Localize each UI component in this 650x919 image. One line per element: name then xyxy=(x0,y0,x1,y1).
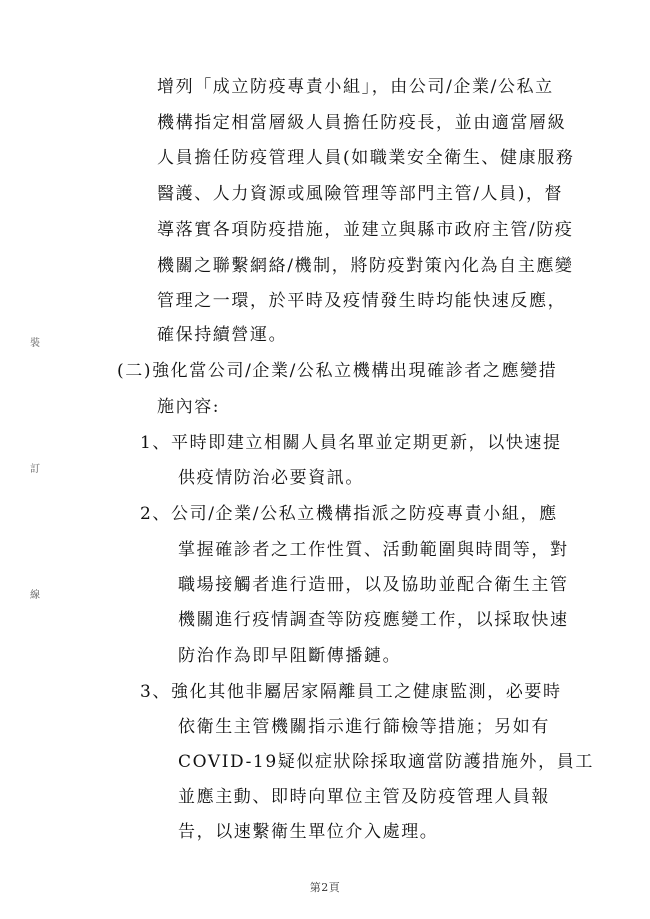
text-line: COVID-19疑似症狀除採取適當防護措施外，員工 xyxy=(178,752,594,772)
binding-mark-staple: 訂 xyxy=(30,464,40,475)
text-line: 職場接觸者進行造冊，以及協助並配合衛生主管 xyxy=(178,575,569,595)
text-line: 機關進行疫情調查等防疫應變工作，以採取快速 xyxy=(178,610,569,630)
text-line: 1、平時即建立相關人員名單並定期更新，以快速提 xyxy=(140,433,562,453)
text-line: 確保持續營運。 xyxy=(157,325,288,345)
binding-mark-bind: 裝 xyxy=(30,338,40,349)
text-line: 醫護、人力資源或風險管理等部門主管/人員)，督 xyxy=(157,184,564,204)
page-number: 第2頁 xyxy=(309,881,341,894)
text-line: 機構指定相當層級人員擔任防疫長，並由適當層級 xyxy=(157,113,567,133)
text-line: 管理之一環，於平時及疫情發生時均能快速反應， xyxy=(157,291,567,311)
text-line: 2、公司/企業/公私立機構指派之防疫專責小組，應 xyxy=(140,504,558,524)
text-line: 告，以速繫衛生單位介入處理。 xyxy=(178,822,439,842)
text-line: 3、強化其他非屬居家隔離員工之健康監測，必要時 xyxy=(140,682,562,702)
binding-mark-line: 線 xyxy=(30,590,40,601)
section-2-heading: (二)強化當公司/企業/公私立機構出現確診者之應變措 xyxy=(117,361,558,381)
text-line: 依衛生主管機關指示進行篩檢等措施；另如有 xyxy=(178,717,550,737)
text-line: 導落實各項防疫措施，並建立與縣市政府主管/防疫 xyxy=(157,220,574,240)
text-line: 掌握確診者之工作性質、活動範圍與時間等，對 xyxy=(178,540,569,560)
text-line: 並應主動、即時向單位主管及防疫管理人員報 xyxy=(178,787,550,807)
section-2-heading: 施內容: xyxy=(157,397,221,417)
text-line: 增列「成立防疫專責小組」，由公司/企業/公私立 xyxy=(157,77,554,97)
text-line: 供疫情防治必要資訊。 xyxy=(178,468,364,488)
text-line: 機關之聯繫網絡/機制，將防疫對策內化為自主應變 xyxy=(157,256,574,276)
text-line: 防治作為即早阻斷傳播鏈。 xyxy=(178,646,402,666)
text-line: 人員擔任防疫管理人員(如職業安全衛生、健康服務 xyxy=(157,148,575,168)
